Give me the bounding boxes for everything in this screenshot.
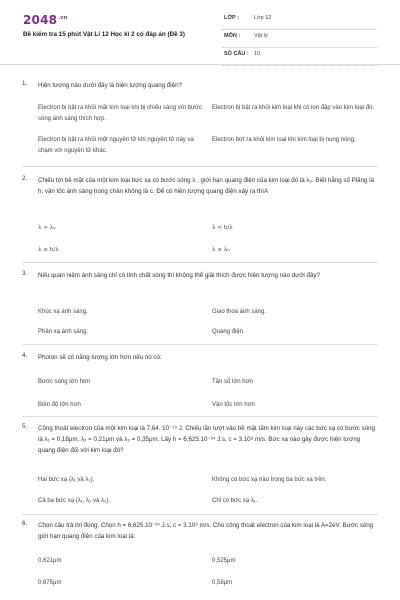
meta-value: Vật lý	[254, 33, 268, 39]
question-6	[22, 520, 382, 598]
answer-option-d[interactable]: 0,58μm	[212, 580, 233, 586]
logo-suffix: .vn	[58, 15, 68, 21]
meta-row-subject	[222, 30, 378, 48]
meta-row-class	[222, 12, 378, 30]
answer-option-d[interactable]: λ ≤ λ₀	[212, 247, 230, 253]
logo[interactable]	[23, 13, 68, 27]
logo-text: 2048	[23, 13, 58, 27]
question-stem: Chọn câu trả lời đúng. Chọn h = 6,625.10⁻³⁴ J.s; c = 3.10⁸ m/s. Cho công thoát electron của kim loại là A=2eV. Bước sóng giới hạn quang điện của kim loại là:	[38, 522, 374, 540]
answer-option-c[interactable]: Biên độ lớn hơn	[38, 402, 81, 408]
answer-option-a[interactable]: Electron bị bật ra khỏi mặt kim loại khi bị chiếu sáng với bước sóng ánh sáng thích hợp.	[38, 105, 202, 122]
question-1	[22, 80, 382, 160]
question-number: 2.	[22, 175, 28, 182]
answer-option-b[interactable]: λ < h/λ	[212, 225, 233, 231]
question-2	[22, 175, 382, 260]
question-5	[22, 423, 382, 513]
answer-option-a[interactable]: Khúc xạ ánh sáng.	[38, 309, 88, 315]
answer-option-c[interactable]: Cả ba bức xạ (λ₁, λ₂ và λ₃).	[38, 498, 111, 504]
answer-option-d[interactable]: Quang điện.	[212, 329, 245, 335]
header	[0, 0, 400, 65]
meta-row-count	[222, 48, 378, 66]
question-3	[22, 270, 382, 345]
question-number: 4.	[22, 352, 28, 359]
answer-option-a[interactable]: λ > λ₀	[38, 225, 56, 231]
exam-title: Đề kiểm tra 15 phút Vật Lí 12 Học kì 2 có đáp án (Đề 3)	[23, 31, 186, 38]
question-stem: Hiện tượng nào dưới đây là hiện tượng quang điện?	[38, 82, 182, 89]
meta-label: SỐ CÂU :	[224, 51, 249, 57]
question-stem: Chiếu tới bề mặt của một kim loại bức xạ có bước sóng λ , giới hạn quang điện của kim loại đó là λ₀. Biết hằng số Plăng là h, vận tốc ánh sáng trong chân không là c. Để có hiện tượng quang điện xảy ra thìA	[38, 177, 375, 195]
answer-option-c[interactable]: Electron bị bật ra khỏi một nguyên tử khi nguyên tử này va chạm với nguyên tử khác.	[38, 137, 194, 154]
answer-option-d[interactable]: Chỉ có bức xạ λ₁.	[212, 498, 258, 504]
answer-option-b[interactable]: Electron bị bật ra khỏi kim loại khi có ion đập vào kim loại đó.	[212, 105, 375, 111]
meta-value: 10	[254, 51, 261, 57]
divider	[22, 344, 378, 345]
answer-option-c[interactable]: Phản xạ ánh sáng.	[38, 329, 89, 335]
meta-label: LỚP :	[224, 15, 239, 21]
answer-option-d[interactable]: Electron bứt ra khỏi kim loại khi kim loại bị nung nóng.	[212, 137, 356, 143]
question-stem: Photon sẽ có năng lượng lớn hơn nếu nó có:	[38, 354, 162, 361]
divider	[22, 514, 378, 515]
question-number: 6.	[22, 520, 28, 527]
meta-label: MÔN :	[224, 33, 241, 39]
answer-option-c[interactable]: 0,675μm	[38, 580, 62, 586]
question-number: 1.	[22, 80, 28, 87]
answer-option-b[interactable]: Không có bức xạ nào trong ba bức xạ trên.	[212, 477, 327, 483]
divider	[22, 416, 378, 417]
answer-option-d[interactable]: Vận tốc lớn hơn	[212, 402, 255, 408]
divider	[22, 166, 378, 167]
question-number: 5.	[22, 423, 28, 430]
meta-value: Lớp 12	[254, 15, 272, 21]
exam-meta	[222, 12, 378, 66]
answer-option-c[interactable]: λ ≥ h/λ	[38, 247, 59, 253]
answer-option-b[interactable]: Tần số lớn hơn	[212, 379, 253, 385]
answer-option-b[interactable]: Giao thoa ánh sáng.	[212, 309, 267, 315]
question-number: 3.	[22, 270, 28, 277]
divider	[22, 262, 378, 263]
answer-option-a[interactable]: Bước sóng lớn hơn	[38, 379, 91, 385]
answer-option-a[interactable]: 0,621μm	[38, 558, 62, 564]
question-stem: Công thoát electron của một kim loại là 7,64. 10⁻¹⁹ J. Chiếu lần lượt vào bề mặt tấm kim loại này các bức xạ có bước sóng là λ₁ = 0,18μm, λ₂ = 0,21μm và λ₃ = 0,35μm. Lấy h = 6,625.10⁻³⁴ J.s, c = 3.10⁸ m/s. Bức xạ nào gây được hiện tượng quang điện đối với kim loại đó?	[38, 425, 376, 454]
answer-option-b[interactable]: 0,525μm	[212, 558, 236, 564]
question-4	[22, 352, 382, 417]
answer-option-a[interactable]: Hai bức xạ (λ₁ và λ₂).	[38, 477, 95, 483]
question-stem: Nếu quan niệm ánh sáng chỉ có tính chất sóng thì không thể giải thích được hiện tượng nào dưới đây?	[38, 272, 320, 279]
